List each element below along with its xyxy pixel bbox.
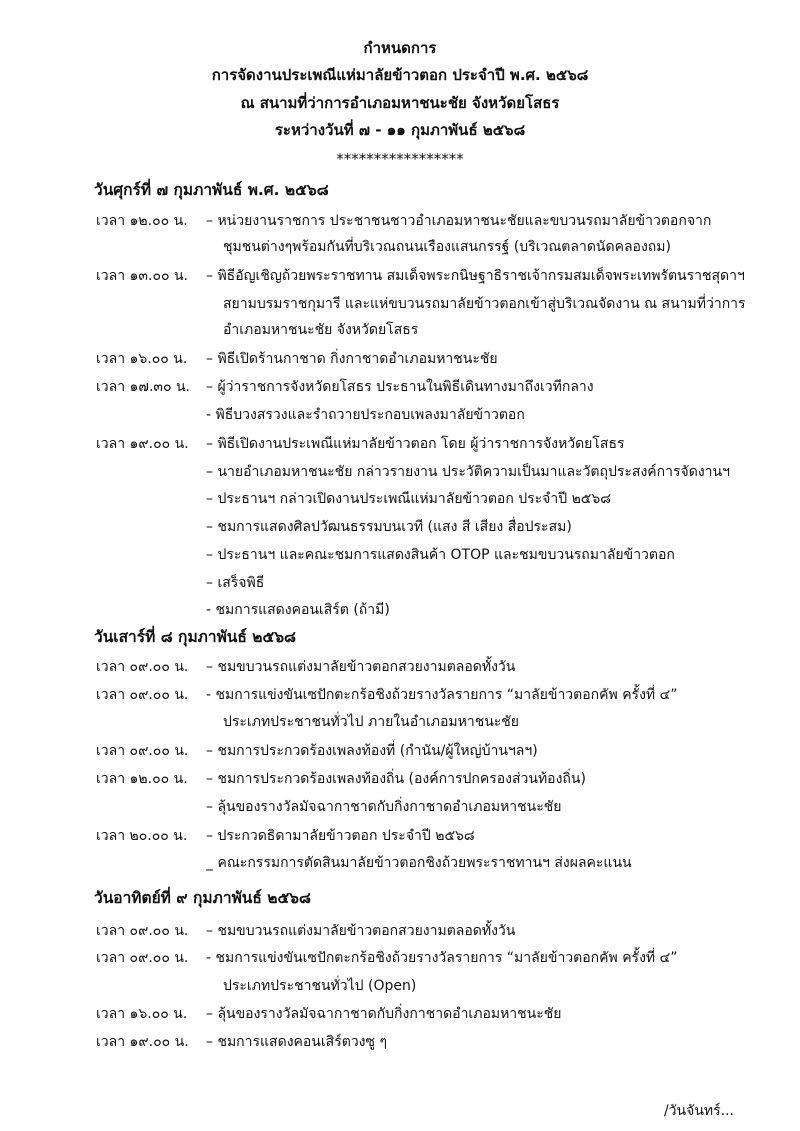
star-divider: ***************** [336,150,464,168]
schedule-item: – ประธานฯ กล่าวเปิดงานประเพณีแห่มาลัยข้าวตอก ประจำปี ๒๕๖๘ [206,491,612,507]
schedule-item: – ลุ้นของรางวัลมัจฉากาชาดกับกิ่งกาชาดอำเภอมหาชนะชัย [206,1006,562,1022]
schedule-time: เวลา ๑๗.๓๐ น. [96,379,190,395]
schedule-item: – ชมการประกวดร้องเพลงท้องถิ่น (องค์การปกครองส่วนท้องถิ่น) [206,771,586,787]
schedule-time: เวลา ๑๒.๐๐ น. [96,213,188,229]
day-heading: วันอาทิตย์ที่ ๙ กุมภาพันธ์ ๒๕๖๘ [94,889,311,907]
schedule-time: เวลา ๑๙.๐๐ น. [96,1034,189,1050]
schedule-item: – ชมการแสดงคอนเสิร์ตวงซู ๆ [206,1034,387,1050]
schedule-time: เวลา ๑๓.๐๐ น. [96,268,189,284]
schedule-item: _ คณะกรรมการตัดสินมาลัยข้าวตอกชิงถ้วยพระราชทานฯ ส่งผลคะแนน [206,855,632,871]
schedule-time: เวลา ๐๙.๐๐ น. [96,923,189,939]
schedule-item: – ผู้ว่าราชการจังหวัดยโสธร ประธานในพิธีเดินทางมาถึงเวทีกลาง [206,379,594,395]
schedule-time: เวลา ๐๙.๐๐ น. [96,659,189,675]
schedule-item: – ชมขบวนรถแต่งมาลัยข้าวตอกสวยงามตลอดทั้งวัน [206,923,516,939]
schedule-time: เวลา ๐๙.๐๐ น. [96,743,189,759]
next-page-continuation: /วันจันทร์... [663,1103,734,1119]
schedule-time: เวลา ๑๖.๐๐ น. [96,1006,188,1022]
schedule-time: เวลา ๑๒.๐๐ น. [96,771,188,787]
schedule-item: - ชมการแข่งขันเซปักตะกร้อชิงถ้วยรางวัลรายการ “มาลัยข้าวตอกคัพ ครั้งที่ ๔” [206,687,678,703]
day-heading: วันเสาร์ที่ ๘ กุมภาพันธ์ ๒๕๖๘ [94,628,296,646]
schedule-item: - ชมการแข่งขันเซปักตะกร้อชิงถ้วยรางวัลรายการ “มาลัยข้าวตอกคัพ ครั้งที่ ๔” [206,950,678,966]
doc-subtitle-venue: ณ สนามที่ว่าการอำเภอมหาชนะชัย จังหวัดยโสธร [240,94,560,112]
schedule-item: - พิธีบวงสรวงและรำถวายประกอบเพลงมาลัยข้าวตอก [206,407,525,423]
schedule-item: – เสร็จพิธี [206,575,265,591]
schedule-item-continued: ชุมชนต่างๆพร้อมกันที่บริเวณถนนเรืองแสนกรรฐ์ (บริเวณตลาดนัดคลองถม) [223,239,671,255]
doc-title: กำหนดการ [363,39,437,57]
schedule-time: เวลา ๒๐.๐๐ น. [96,828,188,844]
schedule-item: – นายอำเภอมหาชนะชัย กล่าวรายงาน ประวัติความเป็นมาและวัตถุประสงค์การจัดงานฯ [206,464,730,480]
schedule-time: เวลา ๑๙.๐๐ น. [96,436,189,452]
schedule-item: – พิธีเปิดร้านกาชาด กิ่งกาชาดอำเภอมหาชนะชัย [206,351,498,367]
schedule-item-continued: อำเภอมหาชนะชัย จังหวัดยโสธร [223,322,419,338]
schedule-time: เวลา ๐๙.๐๐ น. [96,950,189,966]
schedule-item-continued: สยามบรมราชกุมารี และแห่ขบวนรถมาลัยข้าวตอกเข้าสู่บริเวณจัดงาน ณ สนามที่ว่าการ [223,296,746,312]
schedule-time: เวลา ๐๙.๐๐ น. [96,687,189,703]
schedule-time: เวลา ๑๖.๐๐ น. [96,351,188,367]
schedule-item: – ลุ้นของรางวัลมัจฉากาชาดกับกิ่งกาชาดอำเภอมหาชนะชัย [206,799,562,815]
schedule-item: – ชมขบวนรถแต่งมาลัยข้าวตอกสวยงามตลอดทั้งวัน [206,659,516,675]
schedule-item: – ชมการประกวดร้องเพลงท้องที่ (กำนัน/ผู้ใหญ่บ้านฯลฯ) [206,743,538,759]
schedule-item: – พิธีเปิดงานประเพณีแห่มาลัยข้าวตอก โดย ผู้ว่าราชการจังหวัดยโสธร [206,436,625,452]
day-heading: วันศุกร์ที่ ๗ กุมภาพันธ์ พ.ศ. ๒๕๖๘ [94,181,329,199]
schedule-item: – ชมการแสดงศิลปวัฒนธรรมบนเวที (แสง สี เสียง สื่อประสม) [206,519,572,535]
schedule-item: – พิธีอัญเชิญถ้วยพระราชทาน สมเด็จพระกนิษฐาธิราชเจ้ากรมสมเด็จพระเทพรัตนราชสุดาฯ [206,268,745,284]
schedule-item: – ประธานฯ และคณะชมการแสดงสินค้า OTOP และชมขบวนรถมาลัยข้าวตอก [206,547,675,563]
schedule-item: – ประกวดธิดามาลัยข้าวตอก ประจำปี ๒๕๖๘ [206,828,475,844]
schedule-item: – หน่วยงานราชการ ประชาชนชาวอำเภอมหาชนะชัยและขบวนรถมาลัยข้าวตอกจาก [206,213,712,229]
doc-subtitle-event: การจัดงานประเพณีแห่มาลัยข้าวตอก ประจำปี พ.ศ. ๒๕๖๘ [211,66,589,84]
doc-subtitle-dates: ระหว่างวันที่ ๗ - ๑๑ กุมภาพันธ์ ๒๕๖๘ [274,121,526,139]
schedule-item: - ชมการแสดงคอนเสิร์ต (ถ้ามี) [206,602,390,618]
schedule-item-continued: ประเภทประชาชนทั่วไป (Open) [223,978,417,994]
schedule-item-continued: ประเภทประชาชนทั่วไป ภายในอำเภอมหาชนะชัย [223,714,520,730]
